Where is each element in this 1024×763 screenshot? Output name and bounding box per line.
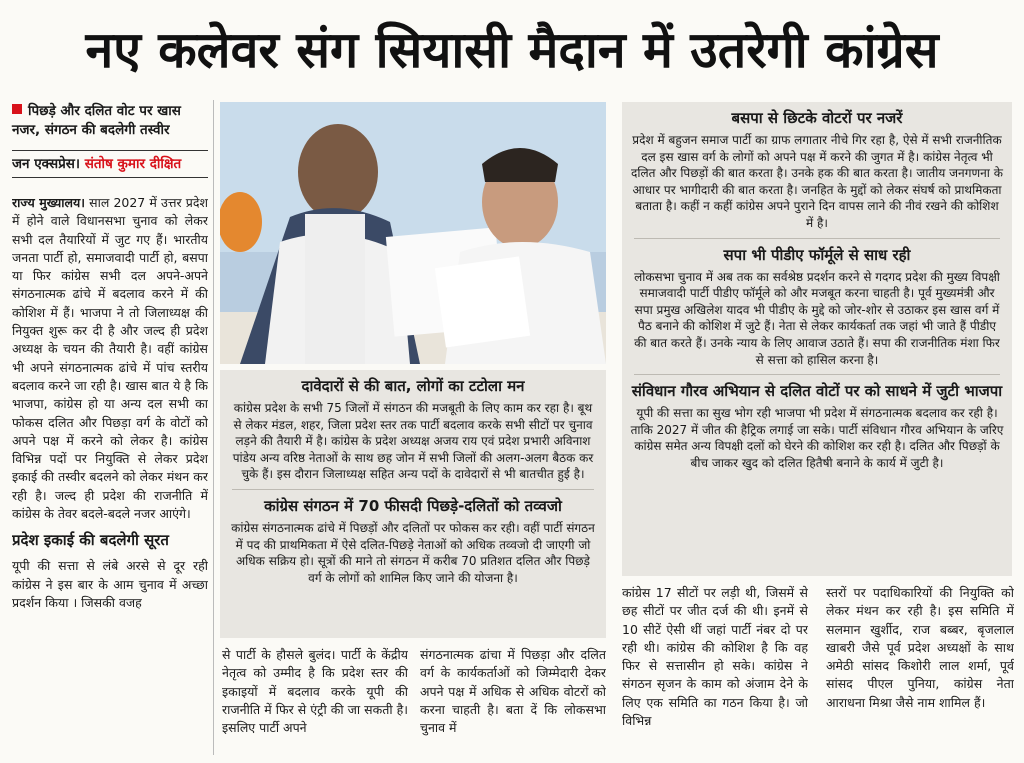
box-body-70-fisadi: कांग्रेस संगठनात्मक ढांचे में पिछड़ों और दलितों पर फोकस कर रही। वहीं पार्टी संगठन में पद की प्राथमिकता में ऐसे दलित-पिछड़े नेताओं को अधिक तव्वजो दी जाएगी जो अधिक सक्रिय हो। सूत्रों की माने तो संगठन में करीब 70 प्रतिशत दलित और पिछड़े वर्ग के लोगों को शामिल किए जाने की योजना है। (231, 520, 595, 585)
byline (12, 150, 208, 178)
column-1-para-2: यूपी की सत्ता से लंबे अरसे से दूर रही कांग्रेस ने इस बार के आम चुनाव में अच्छा प्रदर्शन किया । जिसकी वजह (12, 558, 208, 610)
sidebar-box-center (220, 370, 606, 638)
headline: नए कलेवर संग सियासी मैदान में उतरेगी कांग्रेस (85, 21, 939, 79)
byline-author: संतोष कुमार दीक्षित (84, 156, 182, 172)
box-body-davedaro: कांग्रेस प्रदेश के सभी 75 जिलों में संगठन की मजबूती के लिए काम कर रहा है। बूथ से लेकर मंडल, शहर, जिला प्रदेश स्तर तक पार्टी बदलाव करके सभी सीटों पर चुनाव लड़ने की तैयारी में है। कांग्रेस के प्रदेश अध्यक्ष अजय राय एवं प्रदेश प्रभारी अविनाश पांडेय अन्य वरिष्ठ नेताओं के साथ छह जोन में सभी जिलों की अलग-अलग बैठक कर चुके हैं। इस दौरान जिलाध्यक्ष सहित अन्य पदों के दावेदारों से भी बातचीत हुई है। (232, 401, 594, 482)
box-heading-samvidhan: संविधान गौरव अभियान से दलित वोटों पर को साधने में जुटी भाजपा (631, 382, 1003, 401)
sidebar-box-right (622, 102, 1012, 576)
kicker (12, 102, 208, 140)
box-divider (634, 238, 1000, 239)
box-heading-70-fisadi: कांग्रेस संगठन में 70 फीसदी पिछड़े-दलितों को तव्वजो (264, 496, 562, 515)
box-body-basapa: प्रदेश में बहुजन समाज पार्टी का ग्राफ लगातार नीचे गिर रहा है, ऐसे में सभी राजनीतिक दल इस खास वर्ग के लोगों को अपने पक्ष में करने की जुगत में है। कांग्रेस नेतृत्व भी दलित और पिछड़ों की बात करता है। उनके हक की बात करता है। जातीय जनगणना के आधार पर भागीदारी की बात करता है। जनहित के मुद्दों को लेकर संघर्ष को प्राथमिकता बताता है। कहीं न कहीं कांग्रेस अपने पुराने दिन वापस लाने की नीवं रखने की कोशिश में है। (631, 133, 1003, 230)
column-2-text: से पार्टी के हौसले बुलंद। पार्टी के केंद्रीय नेतृत्व को उम्मीद है कि प्रदेश स्तर की इकाइयों में बदलाव करके यूपी की राजनीति में फिर से एंट्री की जा सकती है। इसलिए पार्टी अपने (222, 647, 408, 736)
box-heading-sapa: सपा भी पीडीए फॉर्मूले से साध रही (723, 245, 911, 264)
column-5-text: स्तरों पर पदाधिकारियों की नियुक्ति को लेकर मंथन कर रही है। इस समिति में सलमान खुर्शीद, राज बब्बर, बृजलाल खाबरी जैसे पूर्व प्रदेश अध्यक्षों के साथ अमेठी सांसद किशोरी लाल शर्मा, पूर्व सांसद पीएल पुनिया, कांग्रेस नेता आराधना मिश्रा जैसे नाम शामिल हैं। (826, 585, 1014, 710)
box-heading-davedaro: दावेदारों से की बात, लोगों का टटोला मन (301, 377, 525, 395)
news-photo (220, 102, 606, 364)
box-divider (232, 489, 594, 490)
article-column-3 (420, 646, 606, 758)
kicker-text: पिछड़े और दलित वोट पर खास नजर, संगठन की बदलेगी तस्वीर (12, 103, 181, 138)
box-divider (634, 374, 1000, 375)
article-column-4 (622, 584, 808, 756)
box-body-samvidhan: यूपी की सत्ता का सुख भोग रही भाजपा भी प्रदेश में संगठनात्मक बदलाव कर रही है। ताकि 2027 में जीत की हैट्रिक लगाई जा सके। पार्टी संविधान गौरव अभियान के जरिए कांग्रेस समेत अन्य विपक्षी दलों को घेरने की कोशिश कर रही है। दलित और पिछड़ों के बीच जाकर खुद को दलित हितैषी बनाने के कार्य में जुटी है। (630, 406, 1004, 470)
column-1-para-1 (12, 194, 208, 523)
box-body-sapa: लोकसभा चुनाव में अब तक का सर्वश्रेष्ठ प्रदर्शन करने से गदगद प्रदेश की मुख्य विपक्षी समाजवादी पार्टी पीडीए फॉर्मूले को और मजबूत करना चाहती है। पूर्व मुख्यमंत्री और सपा प्रमुख अखिलेश यादव भी पीडीए के मुद्दे को जोर-शोर से उठाकर इस खास वर्ग में पैठ बनाने की कोशिश में जुटे हैं। नेता से लेकर कार्यकर्ता तक जहां भी जाते हैं पीडीए की बात करते हैं। उनके न्याय के लिए आवाज उठाते हैं। सपा की राजनीतिक मंशा फिर से सत्ता को हासिल करना है। (634, 269, 1000, 367)
dateline: राज्य मुख्यालय। (12, 195, 86, 210)
article-column-2 (222, 646, 408, 758)
box-heading-basapa: बसपा से छिटके वोटरों पर नजरें (731, 109, 903, 127)
column-3-text: संगठनात्मक ढांचा में पिछड़ा और दलित वर्ग के कार्यकर्ताओं को जिम्मेदारी देकर अपने पक्ष में अधिक से अधिक वोटरों को करना चाहती है। बता दें कि लोकसभा चुनाव में (420, 647, 606, 736)
article-column-1 (12, 194, 208, 756)
headline-banner (0, 0, 1024, 96)
column-divider (213, 100, 214, 755)
byline-source: जन एक्सप्रेस। (12, 156, 81, 172)
subhead-prades-ikai: प्रदेश इकाई की बदलेगी सूरत (12, 531, 169, 550)
red-square-icon (12, 104, 22, 114)
column-1-body: साल 2027 में उत्तर प्रदेश में होने वाले विधानसभा चुनाव को लेकर सभी दल तैयारियों में जुट गए हैं। भारतीय जनता पार्टी हो, समाजवादी पार्टी हो, बसपा या फिर कांग्रेस सभी दल अपने-अपने संगठनात्मक ढांचे में बदलाव करने में की कोशिश में हैं। भाजपा ने तो जिलाध्यक्ष की नियुक्त शुरू कर दी है और जल्द ही प्रदेश अध्यक्ष के चयन की तैयारी है। वहीं कांग्रेस भी अपने संगठनात्मक ढांचे में पांच स्तरीय बदलाव करने जा रही है। खास बात ये है कि भाजपा, कांग्रेस हो या अन्य दल सभी का फोकस दलित और पिछड़ा वर्ग के वोटों को अपने पक्ष में करने को लेकर है। कांग्रेस विभिन्न पदों पर नियुक्ति से लेकर प्रदेश इकाई की तस्वीर बदलने को लेकर मंथन कर रही है। जल्द ही प्रदेश की राजनीति में कांग्रेस के तेवर बदले-बदले नजर आएंगे। (12, 195, 208, 522)
column-4-text: कांग्रेस 17 सीटों पर लड़ी थी, जिसमें से छह सीटों पर जीत दर्ज की थी। इनमें से 10 सीटें ऐसी थीं जहां पार्टी नंबर दो पर रही थी। कांग्रेस की कोशिश है कि वह फिर से सत्तासीन हो सके। कांग्रेस ने संगठन सृजन के काम को अंजाम देने के लिए एक समिति का गठन किया है। जो विभिन्न (622, 585, 808, 729)
article-column-5 (826, 584, 1014, 756)
